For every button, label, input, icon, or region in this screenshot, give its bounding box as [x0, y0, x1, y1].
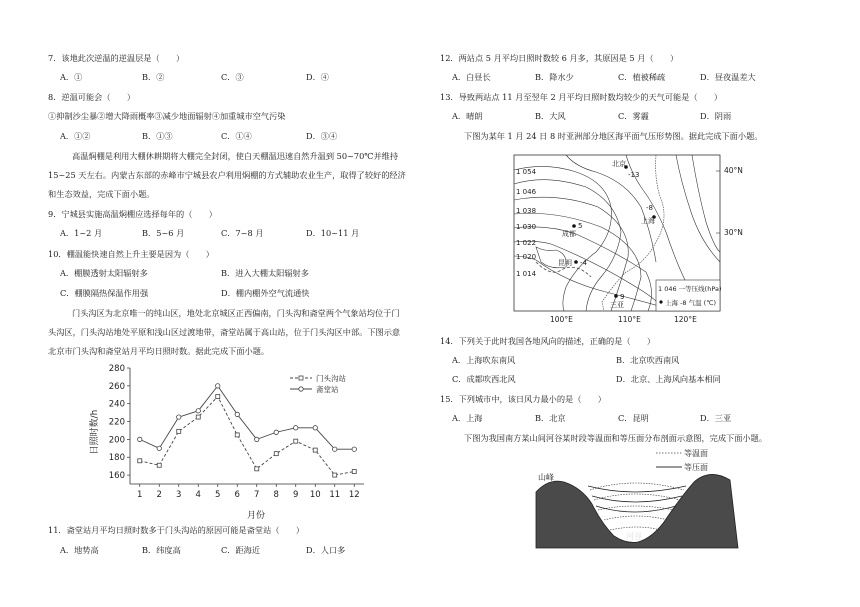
q13-option-d: D．阴雨	[700, 111, 732, 121]
data-point	[274, 452, 278, 456]
sunshine-line-chart	[84, 360, 384, 522]
isobar-label: 1 014	[516, 270, 537, 278]
q12-option-c: C．植被稀疏	[618, 72, 666, 82]
y-tick-label: 280	[108, 364, 125, 374]
q13-option-c: C．雾霾	[618, 111, 649, 121]
q11-option-c: C．距海近	[221, 545, 261, 555]
legend-label: 斋堂站	[316, 385, 339, 394]
data-point	[177, 429, 181, 433]
map-legend-temp: 上海 -8 气温 (℃)	[665, 299, 717, 307]
legend-isobar: 等压面	[684, 463, 708, 472]
legend-marker	[299, 387, 303, 391]
q10-option-c: C．棚膜隔热保温作用强	[60, 288, 149, 298]
q9-option-d: D．10~11 月	[306, 228, 360, 238]
q12-stem: 12．两站点 5 月平均日照时数较 6 月多，其原因是 5 月（ ）	[440, 53, 679, 63]
lat-40: 40°N	[724, 166, 743, 175]
q15-stem: 15．下列城市中，该日风力最小的是（ ）	[440, 394, 606, 404]
x-tick-label: 8	[273, 490, 279, 500]
legend-marker	[299, 376, 303, 380]
data-point	[294, 439, 298, 443]
svg-text:5: 5	[578, 222, 583, 230]
svg-text:-13: -13	[628, 171, 640, 179]
q15-option-a: A．上海	[452, 413, 483, 423]
legend-label: 门头沟站	[316, 374, 346, 383]
map-legend-isobar: 1 046 一等压线(hPa)	[658, 285, 722, 293]
data-point	[333, 473, 337, 477]
data-point	[352, 447, 356, 451]
data-point	[216, 384, 220, 388]
q7-option-a: A．①	[60, 72, 83, 82]
lon-110: 110°E	[618, 315, 641, 324]
isobar-label: 1 046	[516, 188, 537, 196]
x-tick-label: 5	[215, 490, 221, 500]
svg-text:昆明: 昆明	[558, 259, 572, 267]
q9-option-b: B．5~6 月	[142, 228, 185, 238]
series-line-2	[140, 386, 355, 449]
q15-option-c: C．昆明	[618, 413, 649, 423]
valley-diagram	[534, 446, 750, 550]
lon-120: 120°E	[674, 315, 697, 324]
q13-option-a: A．晴朗	[452, 111, 483, 121]
q11-option-b: B．纬度高	[142, 545, 181, 555]
passage3: 下图为某年 1 月 24 日 8 时亚洲部分地区海平面气压形势图。据此完成下面小题。	[464, 131, 763, 141]
y-tick-label: 240	[108, 399, 125, 410]
q8-option-d: D．③④	[306, 131, 338, 141]
q14-option-c: C．成都吹西北风	[452, 374, 516, 384]
passage2-line1: 门头沟区为北京唯一的纯山区，地处北京城区正西偏南，门头沟和斋堂两个气象站均位于门	[72, 308, 400, 318]
q11-stem: 11．斋堂站月平均日照时数多于门头沟站的原因可能是斋堂站（ ）	[48, 525, 305, 535]
svg-text:-8: -8	[646, 204, 653, 212]
passage2-line2: 头沟区，门头沟站地处平原和浅山区过渡地带，斋堂站属于高山站，位于门头沟区中部。下图示意	[48, 327, 401, 337]
x-tick-label: 11	[329, 490, 341, 500]
y-tick-label: 220	[108, 417, 125, 428]
q11-option-a: A．地势高	[60, 545, 99, 555]
label-river: 河谷	[626, 532, 642, 541]
q12-option-b: B．降水少	[535, 72, 574, 82]
q10-stem: 10．棚温能快速自然上升主要是因为（ ）	[48, 249, 214, 259]
q8-items: ①抑制沙尘暴②增大降雨概率③减少地面辐射④加重城市空气污染	[48, 111, 286, 121]
svg-text:9: 9	[620, 293, 625, 301]
y-tick-label: 180	[108, 453, 125, 464]
isobar-label: 1 038	[516, 207, 537, 215]
chart-x-ticks	[137, 484, 360, 500]
q14-option-a: A．上海吹东南风	[452, 355, 516, 365]
data-point	[235, 433, 239, 437]
chart-y-ticks	[109, 364, 130, 481]
q15-option-b: B．北京	[535, 413, 566, 423]
q10-option-a: A．棚膜透射太阳辐射多	[60, 268, 148, 278]
data-point	[235, 412, 239, 416]
q7-option-c: C．③	[221, 72, 244, 82]
y-tick-label: 160	[108, 471, 125, 482]
x-tick-label: 12	[348, 490, 360, 500]
data-point	[313, 426, 317, 430]
data-point	[157, 446, 161, 450]
q7-option-d: D．④	[306, 72, 329, 82]
svg-text:北京: 北京	[612, 160, 626, 168]
isobar-label: 1 054	[516, 168, 537, 176]
data-point	[177, 415, 181, 419]
data-point	[274, 430, 278, 434]
lat-30: 30°N	[724, 228, 743, 237]
passage4: 下图为我国南方某山间河谷某时段等温面和等压面分布剖面示意图，完成下面小题。	[464, 433, 767, 443]
data-point	[196, 415, 200, 419]
legend-isotherm: 等温面	[684, 449, 708, 458]
svg-text:上海: 上海	[641, 217, 655, 225]
q8-option-c: C．①④	[221, 131, 252, 141]
x-tick-label: 4	[195, 490, 201, 500]
q15-option-d: D．三亚	[700, 413, 732, 423]
q7-option-b: B．②	[142, 72, 165, 82]
y-tick-label: 200	[108, 435, 125, 446]
y-tick-label: 260	[108, 381, 125, 392]
data-point	[313, 448, 317, 452]
data-point	[352, 470, 356, 474]
svg-text:-4: -4	[580, 259, 587, 267]
x-tick-label: 7	[254, 490, 260, 500]
svg-text:三亚: 三亚	[610, 301, 624, 309]
q8-option-a: A．①②	[60, 131, 91, 141]
q10-option-b: B．进入大棚太阳辐射多	[221, 268, 309, 278]
chart-y-axis-label: 日照时数/h	[90, 409, 100, 455]
data-point	[216, 395, 220, 399]
q12-option-d: D．昼夜温差大	[700, 72, 756, 82]
data-point	[333, 447, 337, 451]
data-point	[138, 437, 142, 441]
data-point	[255, 467, 259, 471]
q10-option-d: D．棚内棚外空气流通快	[221, 288, 310, 298]
data-point	[255, 437, 259, 441]
q8-option-b: B．①③	[142, 131, 173, 141]
x-tick-label: 2	[156, 490, 162, 500]
passage1-line2: 15~25 天左右。内蒙古东部的赤峰市宁城县农户利用焖棚的方式辅助农业生产，取得了较好的经济	[48, 170, 406, 180]
x-tick-label: 9	[293, 490, 299, 500]
data-point	[294, 426, 298, 430]
label-peak: 山峰	[538, 473, 554, 482]
chart-legend	[290, 373, 346, 394]
passage1-line1: 高温焖棚是利用大棚休耕期将大棚完全封闭，使白天棚温迅速自然升温到 50~70℃并维持	[72, 151, 399, 161]
passage2-line3: 北京市门头沟和斋堂站月平均日照时数。据此完成下面小题。	[48, 346, 270, 356]
lon-100: 100°E	[550, 315, 573, 324]
q13-stem: 13．导致两站点 11 月至翌年 2 月平均日照时数均较少的天气可能是（ ）	[440, 92, 723, 102]
q14-stem: 14．下列关于此时我国各地风向的描述，正确的是（ ）	[440, 336, 656, 346]
x-tick-label: 6	[234, 490, 240, 500]
data-point	[157, 463, 161, 467]
data-point	[138, 459, 142, 463]
isobar-label: 1 020	[516, 253, 537, 261]
data-point	[196, 409, 200, 413]
q9-option-a: A．1~2 月	[60, 228, 103, 238]
q14-option-b: B．北京吹西南风	[616, 355, 680, 365]
q14-option-d: D．北京、上海风向基本相同	[616, 374, 721, 384]
q9-stem: 9．宁城县实施高温焖棚应选择每年的（ ）	[48, 209, 217, 219]
pressure-map	[506, 152, 768, 328]
passage1-line3: 和生态效益，完成下面小题。	[48, 189, 155, 199]
chart-series	[138, 384, 357, 477]
x-tick-label: 3	[176, 490, 182, 500]
chart-x-axis-label: 月份	[246, 511, 266, 521]
q9-option-c: C．7~8 月	[221, 228, 264, 238]
q12-option-a: A．白昼长	[452, 72, 491, 82]
isobar-label: 1 030	[516, 223, 537, 231]
q8-stem: 8．逆温可能会（ ）	[48, 92, 136, 102]
q11-option-d: D．人口多	[306, 545, 346, 555]
q7-stem: 7．该地此次逆温的逆温层是（ ）	[48, 53, 185, 63]
isobar-label: 1 022	[516, 239, 537, 247]
svg-text:成都: 成都	[562, 230, 576, 238]
x-tick-label: 10	[309, 490, 321, 500]
x-tick-label: 1	[137, 490, 143, 500]
q13-option-b: B．大风	[535, 111, 566, 121]
